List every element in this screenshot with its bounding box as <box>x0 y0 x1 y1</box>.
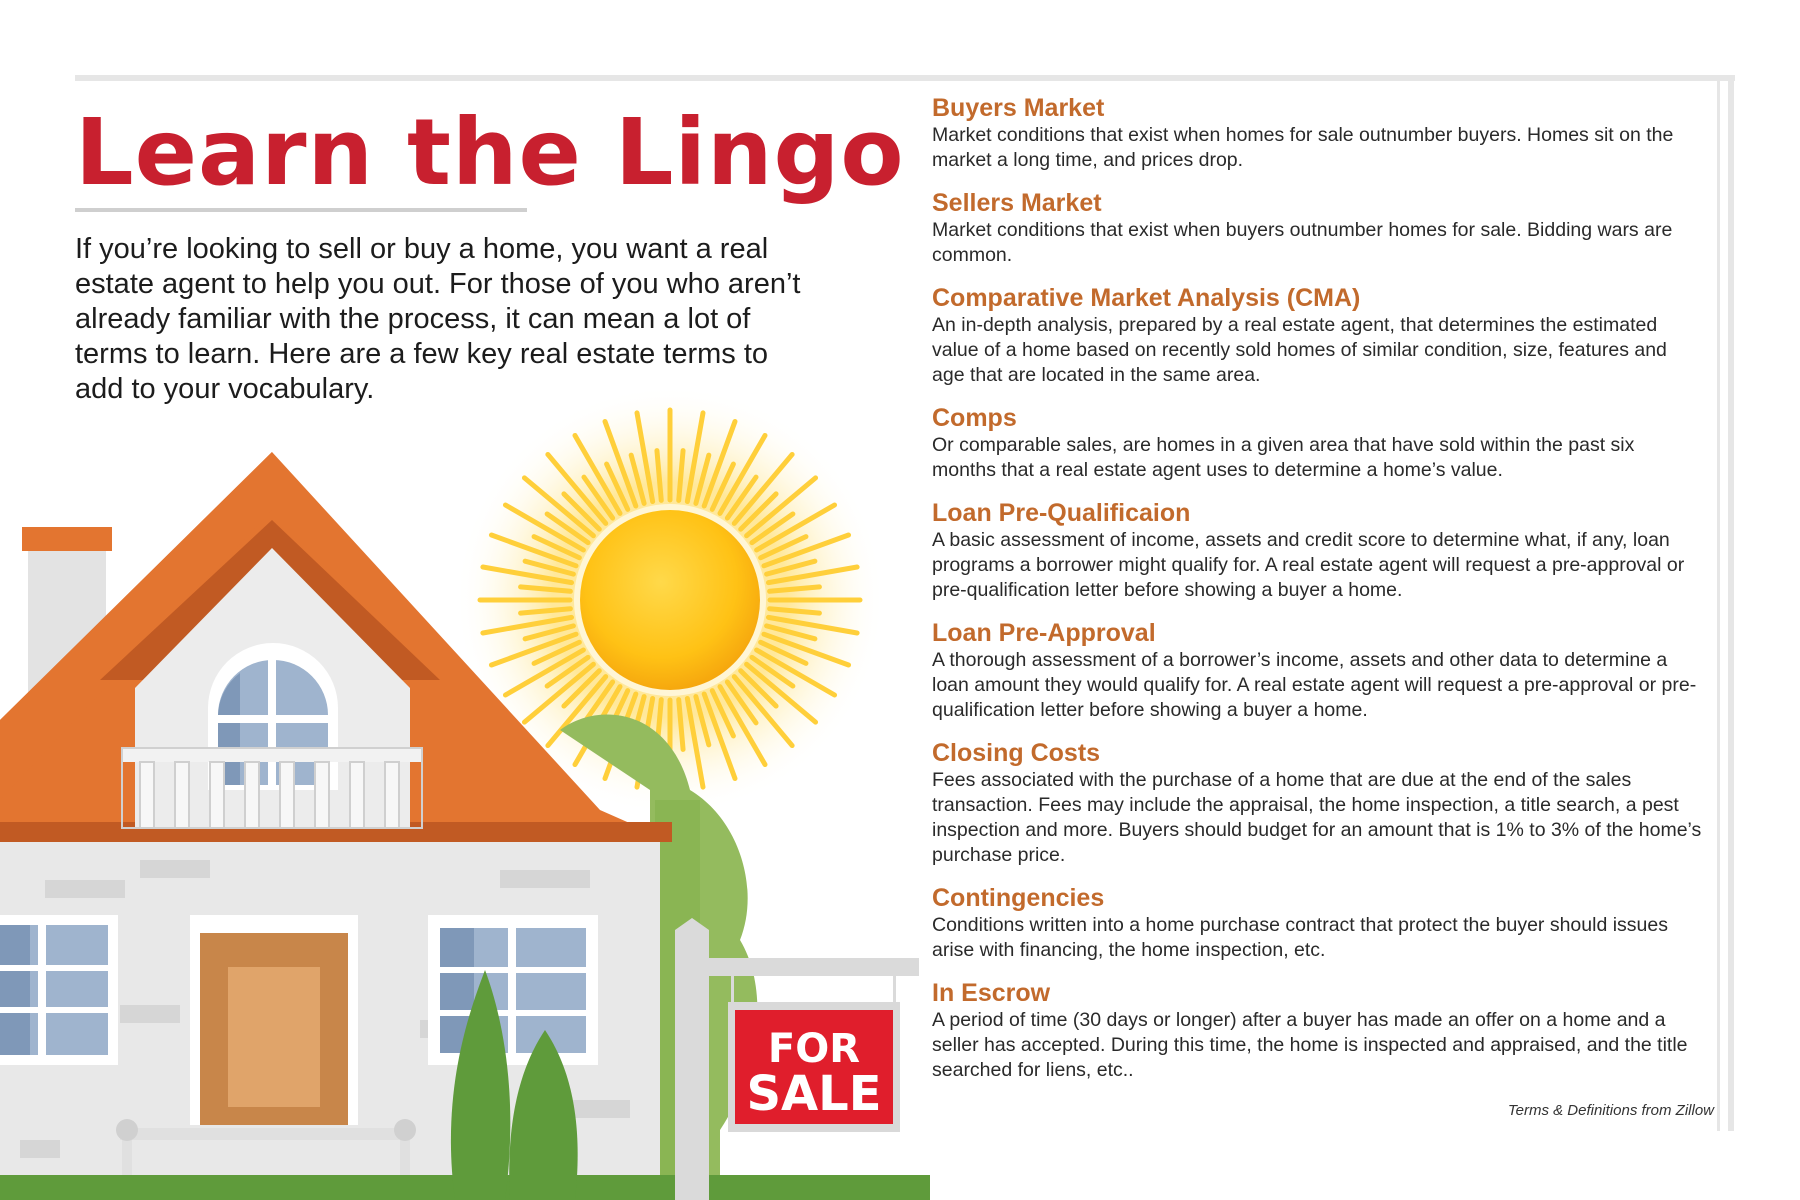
term-title: Comps <box>932 404 1017 432</box>
term-definition: Market conditions that exist when homes for sale outnumber buyers. Homes sit on the market a long time, and prices drop. <box>932 124 1674 171</box>
glossary-item <box>932 404 1702 483</box>
term-definition: A period of time (30 days or longer) after a buyer has made an offer on a home and a seller has accepted. During this time, the home is inspected and appraised, and the title searched for liens, etc.. <box>932 1009 1688 1081</box>
term-definition: A basic assessment of income, assets and credit score to determine what, if any, loan programs a borrower might qualify for. A real estate agent will request a pre-approval or pre-qualification letter before showing a buyer a home. <box>932 529 1685 601</box>
term-title: Buyers Market <box>932 94 1105 122</box>
term-definition: An in-depth analysis, prepared by a real estate agent, that determines the estimated value of a home based on recently sold homes of similar condition, size, features and age that are located in the same area. <box>932 314 1667 386</box>
house-illustration <box>0 370 930 1200</box>
term-title: Contingencies <box>932 884 1105 912</box>
term-title: In Escrow <box>932 979 1051 1007</box>
term-title: Closing Costs <box>932 739 1101 767</box>
glossary-item <box>932 284 1702 388</box>
glossary-item <box>932 739 1702 868</box>
glossary-item <box>932 619 1702 723</box>
term-definition: Conditions written into a home purchase contract that protect the buyer should issues arise with financing, the home inspection, etc. <box>932 914 1668 961</box>
right-window <box>428 915 598 1065</box>
term-definition: Fees associated with the purchase of a home that are due at the end of the sales transaction. Fees may include the appraisal, the home inspection, a title search, a pest inspection and more. Buyers should budget for an amount that is 1% to 3% of the home’s purchase price. <box>932 769 1702 866</box>
term-title: Loan Pre-Approval <box>932 619 1156 647</box>
page-title: Learn the Lingo <box>75 99 905 206</box>
term-title: Loan Pre-Qualificaion <box>932 499 1191 527</box>
right-border-inner <box>1717 81 1720 1131</box>
term-definition: Or comparable sales, are homes in a given area that have sold within the past six months that a real estate agent uses to determine a home’s value. <box>932 434 1635 481</box>
glossary-item <box>932 979 1702 1083</box>
source-credit: Terms & Definitions from Zillow <box>1507 1102 1714 1119</box>
sign-text-sale: SALE <box>746 1066 882 1122</box>
term-title: Comparative Market Analysis (CMA) <box>932 284 1361 312</box>
term-definition: A thorough assessment of a borrower’s income, assets and other data to determine a loan amount they would qualify for. A real estate agent will request a pre-approval or pre-qualification letter before showing a buyer a home. <box>932 649 1697 721</box>
top-border <box>75 75 1735 81</box>
glossary-list <box>932 94 1702 1099</box>
left-window <box>0 915 118 1065</box>
term-title: Sellers Market <box>932 189 1102 217</box>
front-door <box>190 915 358 1125</box>
sign-text-for: FOR <box>767 1026 861 1072</box>
glossary-item <box>932 499 1702 603</box>
glossary-item <box>932 94 1702 173</box>
glossary-item <box>932 884 1702 963</box>
right-border-outer <box>1728 75 1734 1131</box>
title-divider <box>75 208 527 212</box>
glossary-item <box>932 189 1702 268</box>
term-definition: Market conditions that exist when buyers outnumber homes for sale. Bidding wars are common. <box>932 219 1673 266</box>
intro-paragraph: If you’re looking to sell or buy a home, you want a real estate agent to help you out. For those of you who aren’t already familiar with the process, it can mean a lot of terms to learn. Here are a few key real estate terms to add to your vocabulary. <box>75 233 801 405</box>
